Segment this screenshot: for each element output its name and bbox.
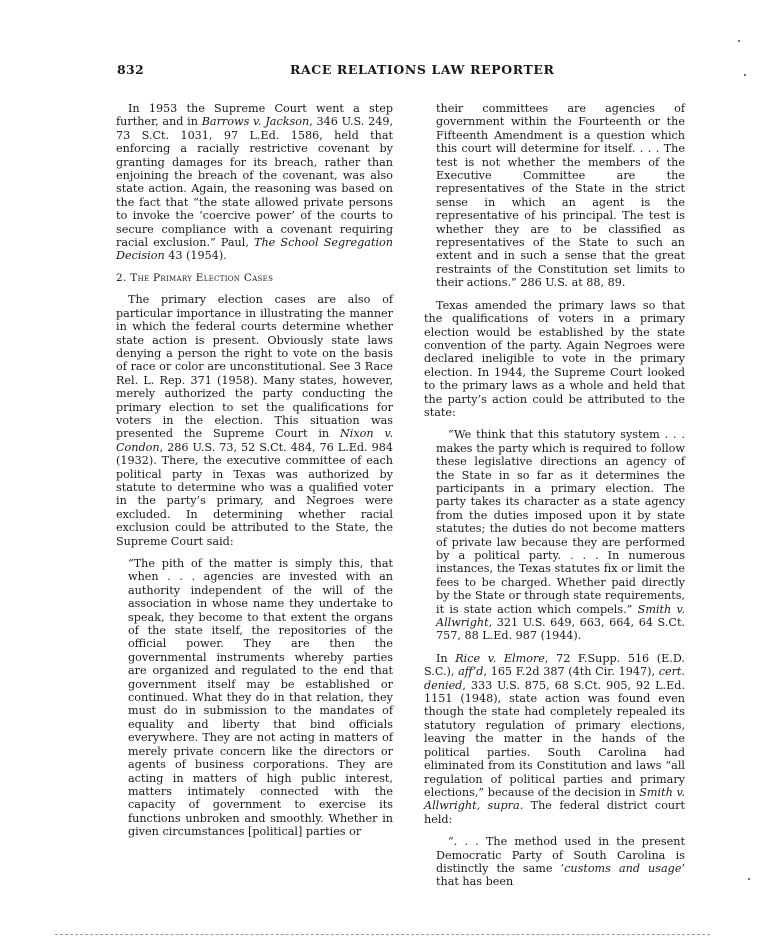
case-name: Rice v. Elmore <box>455 651 545 665</box>
scan-speck <box>738 40 740 42</box>
book-title: The School Segregation Decision <box>116 236 393 263</box>
scan-speck <box>748 878 750 880</box>
case-name: Barrows v. Jackson <box>201 115 310 129</box>
section-heading: 2. The Primary Election Cases <box>116 271 274 284</box>
block-quote-rice: “. . . The method used in the present Democratic Party of South Carolina is distinctly the same ‘customs and usage’ that has been <box>436 835 686 889</box>
paragraph-barrows: In 1953 the Supreme Court went a step further, and in Barrows v. Jackson, 346 U.S. 249, 73 S.Ct. 1031, 97 L.Ed. 1586, held that enforcing a racially restrictive covenant by granting damages for its breach, rather than enjoining the breach of the covenant, was also state action. Again, the reasoning was based on the fact that “the state allowed private persons to invoke the ‘coercive power’ of the courts to secure compliance with a covenant requiring racial exclusion.” Paul, The School Segregation Decision 43 (1954). <box>116 102 393 263</box>
paragraph-rice-elmore: In Rice v. Elmore, 72 F.Supp. 516 (E.D. S.C.), aff’d, 165 F.2d 387 (4th Cir. 1947), cert. denied, 333 U.S. 875, 68 S.Ct. 905, 92 L.Ed. 1151 (1948), state action was found even though the state had completely repealed its statutory regulation of primary elections, leaving the matter in the hands of the political parties. South Carolina had eliminated from its Constitution and laws “all regulation of political parties and primary elections,” because of the decision in Smith v. Allwright, supra. The federal district court held: <box>424 651 686 826</box>
block-quote-nixon-continued: their committees are agencies of government within the Fourteenth or the Fifteenth Amendment is a question which this court will determine for itself. . . . The test is not whether the members of the Executive Committee are the representatives of the State in the strict sense in which an agent is the representative of his principal. The test is whether they are to be classified as representatives of the State to such an extent and in such a sense that the great restraints of the Constitution set limits to their actions.” 286 U.S. at 88, 89. <box>436 102 685 290</box>
page-header <box>0 62 763 82</box>
bottom-scan-rule <box>55 934 710 935</box>
case-name: Nixon v. Condon <box>116 427 393 454</box>
block-quote-nixon: “The pith of the matter is simply this, that when . . . agencies are invested with an authority independent of the will of the association in whose name they undertake to speak, they become to that extent the organs of the state itself, the repositories of the official power. They are then the governmental instruments whereby parties are organized and regulated to the end that government itself may be established or continued. What they do in that relation, they must do in submission to the mandates of equality and liberty that bind officials everywhere. They are not acting in matters of merely private concern like the directors or agents of business corporations. They are acting in matters of high public interest, matters intimately connected with the capacity of government to exercise its functions unbroken and smoothly. Whether in given circumstances [political] parties or <box>128 557 393 839</box>
paragraph-texas-amended: Texas amended the primary laws so that the qualifications of voters in a primary election would be established by the state convention of the party. Again Negroes were declared ineligible to vote in the primary election. In 1944, the Supreme Court looked to the primary laws as a whole and held that the party’s action could be attributed to the state: <box>424 298 685 419</box>
running-title: RACE RELATIONS LAW REPORTER <box>290 62 555 77</box>
scan-speck <box>744 74 746 76</box>
paragraph-primary-election: The primary election cases are also of particular importance in illustrating the manner in which the federal courts determine whether state action is present. Obviously state laws denying a person the right to vote on the basis of race or color are unconstitutional. See 3 Race Rel. L. Rep. 371 (1958). Many states, however, merely authorized the party conducting the primary election to set the qualifications for voters in the election. This situation was presented the Supreme Court in Nixon v. Condon, 286 U.S. 73, 52 S.Ct. 484, 76 L.Ed. 984 (1932). There, the executive committee of each political party in Texas was authorized by statute to determine who was a qualified voter in the party’s primary, and Negroes were excluded. In determining whether racial exclusion could be attributed to the State, the Supreme Court said: <box>116 293 393 548</box>
block-quote-smith: “We think that this statutory system . . . makes the party which is required to follow these legislative directions an agency of the State in so far as it determines the participants in a primary election. The party takes its character as a state agency from the duties imposed upon it by state statutes; the duties do not become matters of private law because they are performed by a political party. . . . In numerous instances, the Texas statutes fix or limit the fees to be charged. Whether paid directly by the State or through state requirements, it is state action which compels.” Smith v. Allwright, 321 U.S. 649, 663, 664, 64 S.Ct. 757, 88 L.Ed. 987 (1944). <box>436 428 685 643</box>
left-column <box>116 102 393 848</box>
case-name: Smith v. Allwright <box>436 602 685 630</box>
page-number: 832 <box>117 62 144 77</box>
case-name: Smith v. Allwright, supra <box>424 785 686 813</box>
right-column <box>424 102 685 898</box>
